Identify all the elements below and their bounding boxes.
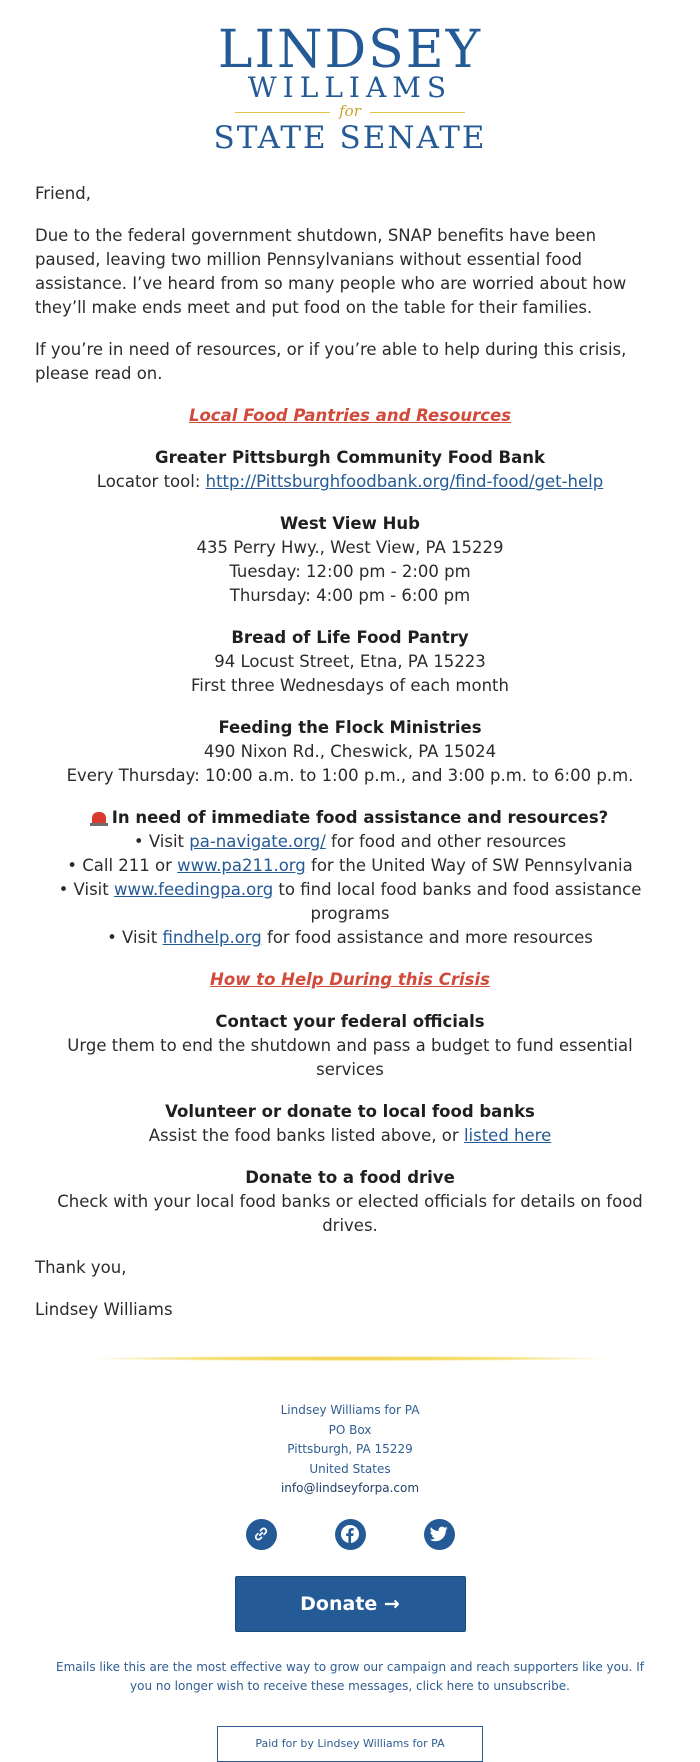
help-section-title: How to Help During this Crisis <box>210 970 490 989</box>
immediate-item-1-post: for food and other resources <box>325 832 567 851</box>
intro-paragraph: Due to the federal government shutdown, SNAP benefits have been paused, leaving two million Pennsylvanians without essential food assistance. I’ve heard from so many people who are worried about how they’ll make ends meet and put food on the table for their families. <box>35 226 627 317</box>
locator-prefix: Locator tool: <box>96 472 206 491</box>
immediate-item-2 <box>35 854 665 878</box>
immediate-item-4-pre: • Visit <box>107 928 163 947</box>
immediate-item-4-post: for food assistance and more resources <box>261 928 593 947</box>
bread-of-life-block <box>35 626 665 698</box>
west-view-hours-tuesday: Tuesday: 12:00 pm - 2:00 pm <box>229 562 471 581</box>
feeding-flock-address: 490 Nixon Rd., Cheswick, PA 15024 <box>203 742 497 761</box>
listed-here-link[interactable]: listed here <box>463 1126 552 1145</box>
west-view-hours-thursday: Thursday: 4:00 pm - 6:00 pm <box>229 586 471 605</box>
west-view-block <box>35 512 665 608</box>
volunteer-text-pre: Assist the food banks listed above, or <box>148 1126 464 1145</box>
immediate-heading: In need of immediate food assistance and resources? <box>111 808 609 827</box>
west-view-name: West View Hub <box>280 514 420 533</box>
food-bank-locator <box>35 470 665 494</box>
link-icon[interactable] <box>246 1519 277 1550</box>
signature: Lindsey Williams <box>35 1300 173 1319</box>
footer-city: Pittsburgh, PA 15229 <box>287 1442 413 1456</box>
volunteer-text <box>35 1124 665 1148</box>
footer-org: Lindsey Williams for PA <box>280 1403 420 1417</box>
locator-link[interactable]: http://Pittsburghfoodbank.org/find-food/get-help <box>205 472 604 491</box>
unsubscribe-text[interactable]: Emails like this are the most effective way to grow our campaign and reach supporters like you. If you no longer wish to receive these messages, click here to unsubscribe. <box>56 1659 644 1693</box>
footer-country: United States <box>309 1461 391 1476</box>
food-drive-block <box>35 1166 665 1238</box>
siren-icon <box>92 812 106 824</box>
immediate-item-1-pre: • Visit <box>133 832 190 851</box>
social-links <box>0 1519 700 1550</box>
campaign-logo <box>0 0 700 154</box>
greeting: Friend, <box>35 184 91 203</box>
contact-officials-block <box>35 1010 665 1082</box>
food-drive-name: Donate to a food drive <box>245 1168 455 1187</box>
feedingpa-link[interactable]: www.feedingpa.org <box>113 880 274 899</box>
thank-you: Thank you, <box>35 1258 127 1277</box>
donate-button[interactable]: Donate → <box>235 1576 466 1632</box>
email-body <box>0 182 700 1322</box>
logo-line-state-senate: STATE SENATE <box>213 120 487 156</box>
immediate-item-3-post: to find local food banks and food assistance programs <box>273 880 642 923</box>
bread-of-life-name: Bread of Life Food Pantry <box>231 628 469 647</box>
logo-for: for <box>339 102 361 120</box>
pa-navigate-link[interactable]: pa-navigate.org/ <box>189 832 326 851</box>
read-on-paragraph: If you’re in need of resources, or if you’re able to help during this crisis, please read on. <box>35 340 627 383</box>
pantries-section-title: Local Food Pantries and Resources <box>188 406 512 425</box>
immediate-item-3 <box>35 878 665 926</box>
paid-for-wrap <box>0 1726 700 1762</box>
immediate-item-3-pre: • Visit <box>58 880 114 899</box>
findhelp-link[interactable]: findhelp.org <box>162 928 262 947</box>
immediate-assistance-block <box>35 806 665 950</box>
bread-of-life-hours: First three Wednesdays of each month <box>191 676 509 695</box>
twitter-icon[interactable] <box>424 1519 455 1550</box>
contact-officials-name: Contact your federal officials <box>215 1012 485 1031</box>
facebook-icon[interactable] <box>335 1519 366 1550</box>
footer-po: PO Box <box>328 1422 372 1437</box>
immediate-item-2-post: for the United Way of SW Pennsylvania <box>305 856 633 875</box>
contact-officials-text: Urge them to end the shutdown and pass a budget to fund essential services <box>67 1036 633 1079</box>
food-bank-name: Greater Pittsburgh Community Food Bank <box>155 448 545 467</box>
volunteer-block <box>35 1100 665 1148</box>
west-view-address: 435 Perry Hwy., West View, PA 15229 <box>196 538 504 557</box>
immediate-item-2-pre: • Call 211 or <box>67 856 178 875</box>
feeding-flock-hours: Every Thursday: 10:00 a.m. to 1:00 p.m., and 3:00 p.m. to 6:00 p.m. <box>66 766 634 785</box>
footer-address <box>0 1401 700 1499</box>
footer-divider <box>90 1356 610 1361</box>
logo-for-row <box>235 102 465 122</box>
paid-for-box: Paid for by Lindsey Williams for PA <box>217 1726 483 1762</box>
logo-rule-right <box>370 112 465 113</box>
bread-of-life-address: 94 Locust Street, Etna, PA 15223 <box>214 652 486 671</box>
footer-email[interactable]: info@lindseyforpa.com <box>280 1481 420 1495</box>
immediate-item-1 <box>35 830 665 854</box>
food-bank-block <box>35 446 665 494</box>
immediate-item-4 <box>35 926 665 950</box>
food-drive-text: Check with your local food banks or elected officials for details on food drives. <box>57 1192 643 1235</box>
logo-line-williams: WILLIAMS <box>247 71 453 104</box>
feeding-flock-block <box>35 716 665 788</box>
volunteer-name: Volunteer or donate to local food banks <box>165 1102 535 1121</box>
logo-rule-left <box>235 112 330 113</box>
immediate-heading-row <box>35 806 665 830</box>
donate-wrap <box>0 1576 700 1632</box>
pa211-link[interactable]: www.pa211.org <box>177 856 306 875</box>
logo-line-lindsey: LINDSEY <box>217 20 483 80</box>
feeding-flock-name: Feeding the Flock Ministries <box>218 718 482 737</box>
